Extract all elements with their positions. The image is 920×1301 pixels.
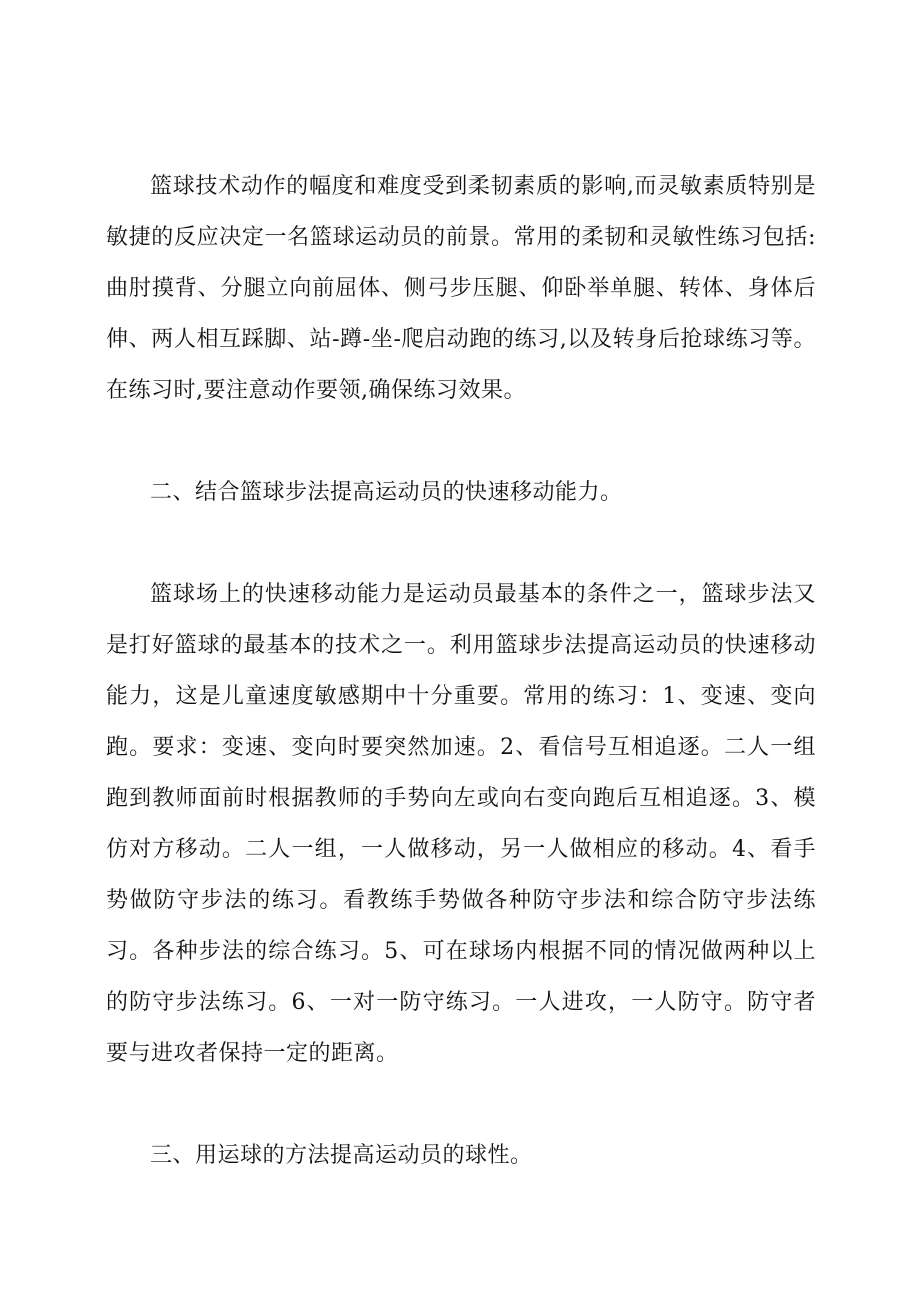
paragraph-spacer — [106, 416, 816, 467]
section-heading-3: 三、用运球的方法提高运动员的球性。 — [150, 1143, 533, 1168]
paragraph-spacer — [106, 518, 816, 569]
paragraph-footwork-practice: 篮球场上的快速移动能力是运动员最基本的条件之一，篮球步法又是打好篮球的最基本的技术之一。利用篮球步法提高运动员的快速移动能力，这是儿童速度敏感期中十分重要。常用的练习：1、变速、变向跑。要求：变速、变向时要突然加速。2、看信号互相追逐。二人一组跑到教师面前时根据教师的手势向左或向右变向跑后互相追逐。3、模仿对方移动。二人一组，一人做移动，另一人做相应的移动。4、看手势做防守步法的练习。看教练手势做各种防守步法和综合防守步法练习。各种步法的综合练习。5、可在球场内根据不同的情况做两种以上的防守步法练习。6、一对一防守练习。一人进攻，一人防守。防守者要与进攻者保持一定的距离。 — [106, 582, 816, 1066]
paragraph-flexibility-agility: 篮球技术动作的幅度和难度受到柔韧素质的影响,而灵敏素质特别是敏捷的反应决定一名篮球运动员的前景。常用的柔韧和灵敏性练习包括:曲肘摸背、分腿立向前屈体、侧弓步压腿、仰卧举单腿、转体、身体后伸、两人相互踩脚、站-蹲-坐-爬启动跑的练习,以及转身后抢球练习等。在练习时,要注意动作要领,确保练习效果。 — [106, 174, 816, 403]
paragraph-spacer — [106, 1079, 816, 1130]
document-body — [106, 161, 816, 1181]
section-heading-2: 二、结合篮球步法提高运动员的快速移动能力。 — [150, 480, 623, 505]
